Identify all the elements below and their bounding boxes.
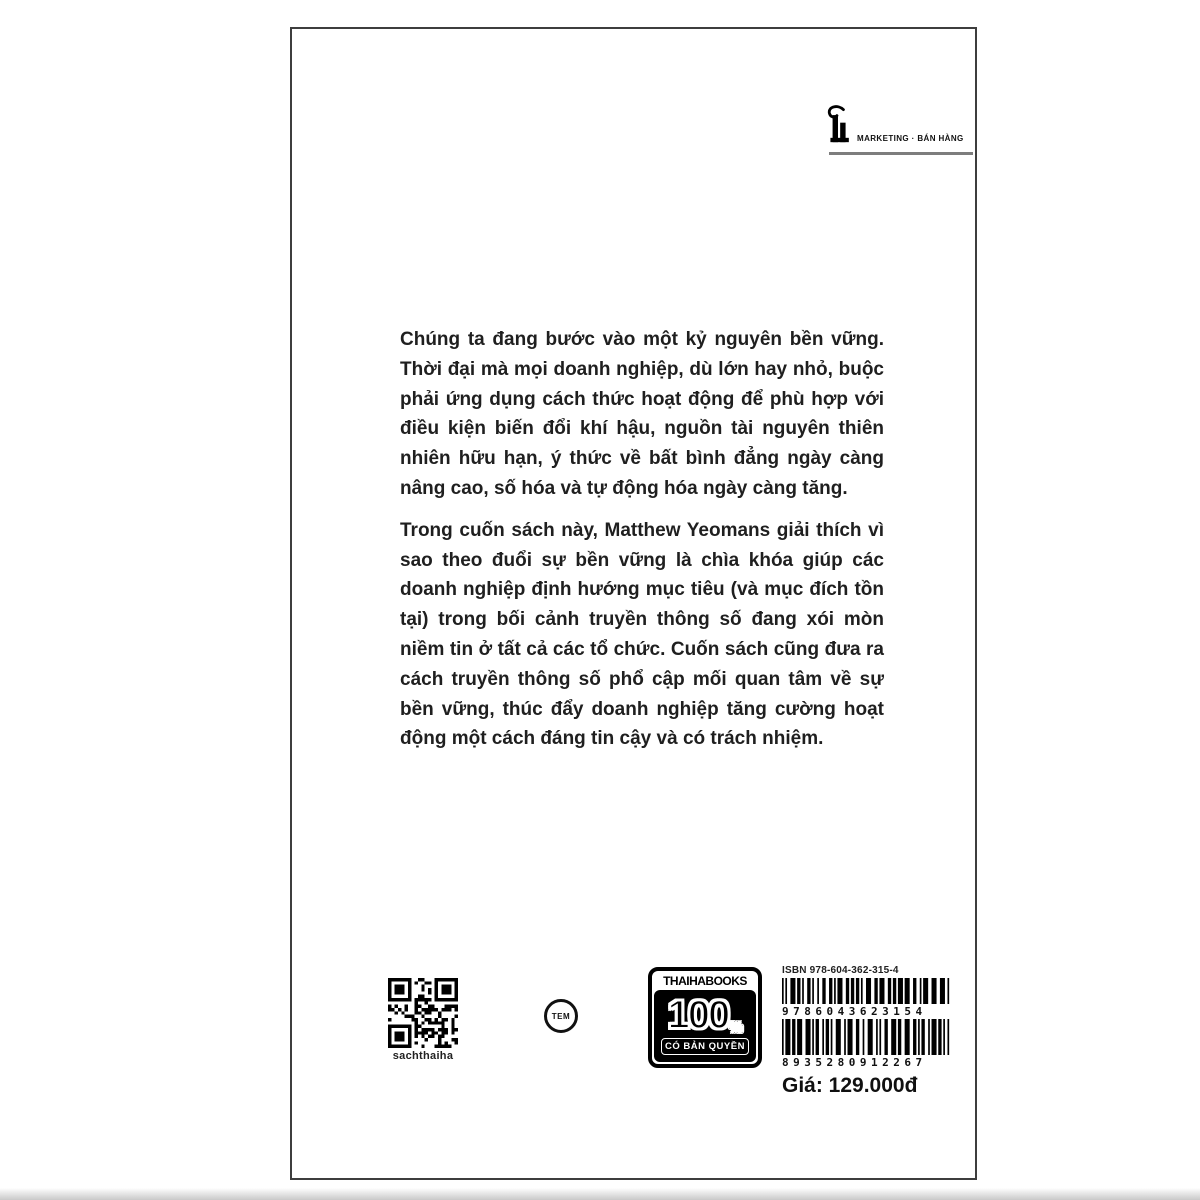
- blurb-paragraph: Chúng ta đang bước vào một kỷ nguyên bền vững. Thời đại mà mọi doanh nghiệp, dù lớn hay nhỏ, buộc phải ứng dụng cách thức hoạt động để phù hợp với điều kiện biến đổi khí hậu, nguồn tài nguyên thiên nhiên hữu hạn, ý thức về bất bình đẳng ngày càng nâng cao, số hóa và tự động hóa ngày càng tăng.: [400, 329, 884, 499]
- badge-100-percent: [667, 995, 742, 1035]
- product-barcode-digits: 8935280912267: [782, 1056, 927, 1069]
- qr-label: sachthaiha: [392, 1050, 454, 1062]
- qr-code: [388, 978, 458, 1048]
- price-label: Giá: 129.000đ: [782, 1074, 918, 1097]
- isbn-label: ISBN 978-604-362-315-4: [782, 965, 899, 976]
- category-label: MARKETING · BÁN HÀNG: [857, 134, 964, 143]
- badge-number: 100: [667, 993, 729, 1037]
- blurb-paragraph: Trong cuốn sách này, Matthew Yeomans giải thích vì sao theo đuổi sự bền vững là chìa khóa giúp các doanh nghiệp định hướng mục tiêu (và mục đích tồn tại) trong bối cảnh truyền thông số đang xói mòn niềm tin ở tất cả các tổ chức. Cuốn sách cũng đưa ra cách truyền thông số phổ cập mối quan tâm về sự bền vững, thúc đẩy doanh nghiệp tăng cường hoạt động một cách đáng tin cậy và có trách nhiệm.: [400, 519, 884, 750]
- barcode-block: [782, 965, 950, 1098]
- thaihabooks-logo-icon: [825, 105, 851, 149]
- photo-edge-shadow: [0, 1188, 1200, 1200]
- copyright-badge: [648, 967, 762, 1068]
- badge-body: [654, 990, 756, 1062]
- tem-stamp-circle: [544, 999, 578, 1033]
- blurb-text-block: [400, 325, 884, 766]
- badge-claim-label: CÓ BẢN QUYỀN: [661, 1038, 749, 1055]
- isbn-barcode-digits: 9786043623154: [782, 1005, 927, 1018]
- tem-stamp-label: TEM: [551, 1011, 571, 1021]
- percent-sign: %: [729, 1019, 743, 1036]
- book-back-cover: [290, 27, 977, 1180]
- brand-divider: [829, 152, 973, 155]
- isbn-barcode: [782, 978, 950, 1004]
- product-barcode: [782, 1019, 950, 1055]
- badge-publisher-label: THAIHABOOKS: [663, 974, 747, 988]
